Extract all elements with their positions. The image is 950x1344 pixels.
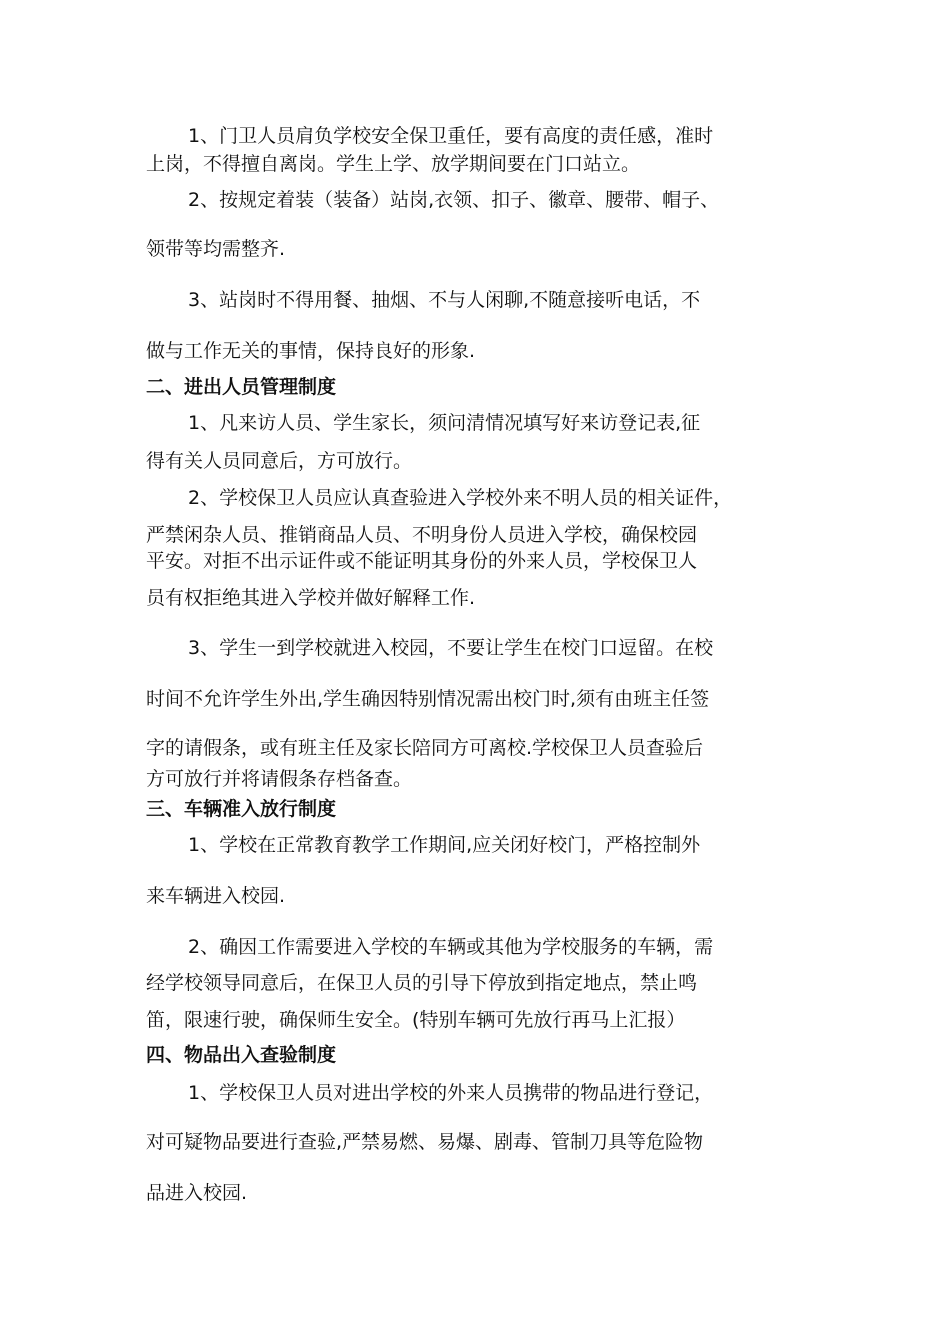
- doc-line: 时间不允许学生外出,学生确因特别情况需出校门时,须有由班主任签: [146, 688, 710, 710]
- doc-line: 1、学校在正常教育教学工作期间,应关闭好校门，严格控制外: [188, 834, 701, 856]
- doc-line: 做与工作无关的事情，保持良好的形象.: [146, 340, 476, 362]
- section-heading: 四、物品出入查验制度: [146, 1044, 337, 1066]
- doc-line: 严禁闲杂人员、推销商品人员、不明身份人员进入学校，确保校园: [146, 524, 698, 546]
- doc-line: 2、按规定着装（装备）站岗,衣领、扣子、徽章、腰带、帽子、: [188, 189, 720, 211]
- section-heading: 二、进出人员管理制度: [146, 376, 337, 398]
- doc-line: 经学校领导同意后，在保卫人员的引导下停放到指定地点，禁止鸣: [146, 972, 698, 994]
- doc-line: 方可放行并将请假条存档备查。: [146, 768, 413, 790]
- section-heading: 三、车辆准入放行制度: [146, 798, 337, 820]
- doc-line: 1、学校保卫人员对进出学校的外来人员携带的物品进行登记，: [188, 1082, 714, 1104]
- doc-line: 员有权拒绝其进入学校并做好解释工作.: [146, 587, 476, 609]
- doc-line: 2、确因工作需要进入学校的车辆或其他为学校服务的车辆，需: [188, 936, 714, 958]
- doc-line: 笛，限速行驶，确保师生安全。(特别车辆可先放行再马上汇报）: [146, 1009, 686, 1031]
- doc-line: 上岗，不得擅自离岗。学生上学、放学期间要在门口站立。: [146, 153, 641, 175]
- doc-line: 来车辆进入校园.: [146, 885, 286, 907]
- doc-line: 3、学生一到学校就进入校园，不要让学生在校门口逗留。在校: [188, 637, 714, 659]
- doc-line: 品进入校园.: [146, 1182, 248, 1204]
- doc-line: 字的请假条，或有班主任及家长陪同方可离校.学校保卫人员查验后: [146, 737, 704, 759]
- doc-line: 2、学校保卫人员应认真查验进入学校外来不明人员的相关证件，: [188, 487, 733, 509]
- doc-line: 领带等均需整齐.: [146, 238, 286, 260]
- doc-line: 平安。对拒不出示证件或不能证明其身份的外来人员，学校保卫人: [146, 550, 698, 572]
- doc-line: 1、凡来访人员、学生家长，须问清情况填写好来访登记表,征: [188, 412, 701, 434]
- doc-line: 3、站岗时不得用餐、抽烟、不与人闲聊,不随意接听电话，不: [188, 289, 701, 311]
- doc-line: 1、门卫人员肩负学校安全保卫重任，要有高度的责任感，准时: [188, 125, 714, 147]
- doc-line: 得有关人员同意后，方可放行。: [146, 450, 413, 472]
- doc-line: 对可疑物品要进行查验,严禁易燃、易爆、剧毒、管制刀具等危险物: [146, 1131, 704, 1153]
